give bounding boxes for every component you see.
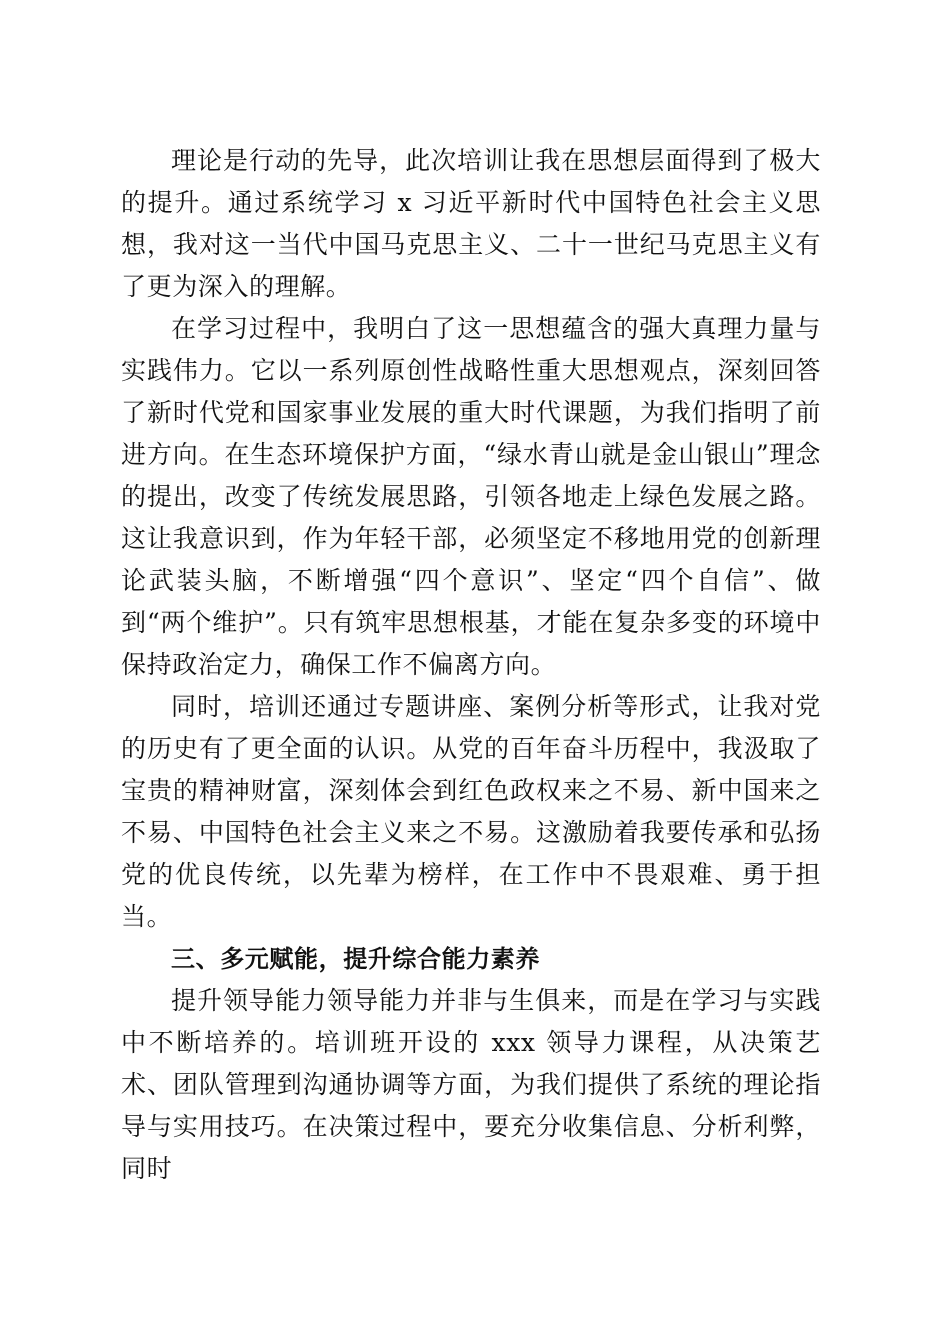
paragraph-learning-process: 在学习过程中，我明白了这一思想蕴含的强大真理力量与实践伟力。它以一系列原创性战略性重大思想观点，深刻回答了新时代党和国家事业发展的重大时代课题，为我们指明了前进方向。在生态环境保护方面，“绿水青山就是金山银山”理念的提出，改变了传统发展思路，引领各地走上绿色发展之路。这让我意识到，作为年轻干部，必须坚定不移地用党的创新理论武装头脑，不断增强“四个意识”、坚定“四个自信”、做到“两个维护”。只有筑牢思想根基，才能在复杂多变的环境中保持政治定力，确保工作不偏离方向。 bbox=[121, 314, 821, 679]
document-body bbox=[121, 140, 821, 1190]
paragraph-leadership: 提升领导能力领导能力并非与生俱来，而是在学习与实践中不断培养的。培训班开设的 xxx 领导力课程，从决策艺术、团队管理到沟通协调等方面，为我们提供了系统的理论指导与实用技巧。在决策过程中，要充分收集信息、分析利弊，同时 bbox=[121, 986, 821, 1183]
section-heading: 三、多元赋能，提升综合能力素养 bbox=[171, 945, 540, 973]
paragraph-party-history: 同时，培训还通过专题讲座、案例分析等形式，让我对党的历史有了更全面的认识。从党的百年奋斗历程中，我汲取了宝贵的精神财富，深刻体会到红色政权来之不易、新中国来之不易、中国特色社会主义来之不易。这激励着我要传承和弘扬党的优良传统，以先辈为榜样，在工作中不畏艰难、勇于担当。 bbox=[121, 692, 821, 931]
paragraph-theory: 理论是行动的先导，此次培训让我在思想层面得到了极大的提升。通过系统学习 x 习近平新时代中国特色社会主义思想，我对这一当代中国马克思主义、二十一世纪马克思主义有了更为深入的理解。 bbox=[121, 146, 821, 301]
